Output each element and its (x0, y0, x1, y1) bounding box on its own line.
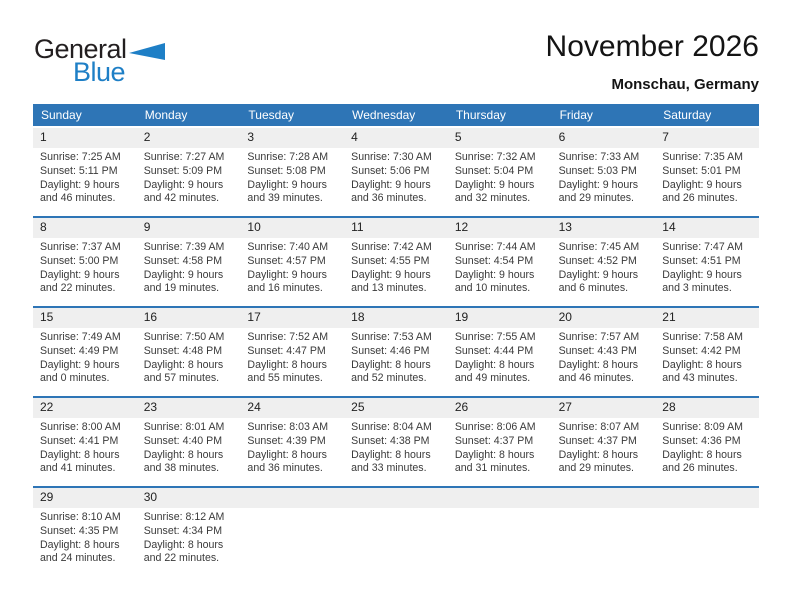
day-number: 28 (655, 398, 759, 418)
sunset-text: Sunset: 4:48 PM (143, 344, 223, 357)
day-details (655, 328, 759, 386)
day-number: 17 (240, 308, 344, 328)
day-cell-23 (137, 398, 241, 486)
daylight-text: Daylight: 8 hours and 36 minutes. (247, 448, 327, 475)
daylight-text: Daylight: 8 hours and 49 minutes. (454, 358, 535, 385)
day-number (552, 488, 656, 508)
sunrise-text: Sunrise: 7:52 AM (247, 331, 329, 343)
daylight-text: Daylight: 9 hours and 22 minutes. (40, 268, 120, 295)
sunset-text: Sunset: 5:06 PM (351, 164, 430, 177)
sunrise-text: Sunrise: 7:39 AM (143, 241, 225, 253)
day-cell-20 (552, 308, 656, 396)
weekday-header-thursday: Thursday (455, 108, 506, 122)
day-number: 15 (33, 308, 137, 328)
sunset-text: Sunset: 4:47 PM (247, 344, 326, 357)
day-cell-19 (448, 308, 552, 396)
sunset-text: Sunset: 5:04 PM (454, 164, 534, 177)
sunset-text: Sunset: 4:51 PM (662, 254, 741, 267)
weekday-header-saturday: Saturday (663, 108, 712, 122)
day-cell-18 (344, 308, 448, 396)
daylight-text: Daylight: 9 hours and 39 minutes. (247, 178, 327, 205)
daylight-text: Daylight: 9 hours and 10 minutes. (454, 268, 535, 295)
sunset-text: Sunset: 4:34 PM (143, 524, 223, 537)
daylight-text: Daylight: 9 hours and 46 minutes. (40, 178, 120, 205)
sunset-text: Sunset: 4:35 PM (40, 524, 119, 537)
sunset-text: Sunset: 5:11 PM (40, 164, 118, 177)
sunrise-text: Sunrise: 7:42 AM (351, 241, 432, 253)
day-number: 14 (655, 218, 759, 238)
daylight-text: Daylight: 8 hours and 26 minutes. (662, 448, 742, 475)
sunrise-text: Sunrise: 8:01 AM (143, 421, 225, 433)
sunset-text: Sunset: 4:39 PM (247, 434, 326, 447)
day-details (137, 328, 241, 386)
day-number (448, 488, 552, 508)
day-details (33, 418, 137, 476)
day-cell-26 (448, 398, 552, 486)
sunrise-text: Sunrise: 7:30 AM (351, 151, 432, 163)
day-details (137, 148, 241, 206)
day-number: 13 (552, 218, 656, 238)
day-cell-27 (552, 398, 656, 486)
daylight-text: Daylight: 8 hours and 55 minutes. (247, 358, 327, 385)
sunset-text: Sunset: 4:58 PM (143, 254, 223, 267)
calendar-title: November 2026 (545, 30, 759, 63)
daylight-text: Daylight: 8 hours and 22 minutes. (143, 538, 224, 565)
week-row-1 (33, 128, 759, 216)
day-number: 7 (655, 128, 759, 148)
day-cell-8 (33, 218, 137, 306)
daylight-text: Daylight: 9 hours and 36 minutes. (351, 178, 431, 205)
day-details (344, 418, 448, 476)
sunrise-text: Sunrise: 7:57 AM (558, 331, 640, 343)
day-details (344, 328, 448, 386)
day-number (655, 488, 759, 508)
daylight-text: Daylight: 9 hours and 32 minutes. (454, 178, 535, 205)
day-details (240, 328, 344, 386)
weekday-header-row (33, 104, 759, 126)
sunset-text: Sunset: 4:54 PM (454, 254, 534, 267)
day-number: 27 (552, 398, 656, 418)
day-details (552, 148, 656, 206)
day-details (448, 328, 552, 386)
day-details (137, 508, 241, 566)
day-cell-6 (552, 128, 656, 216)
day-details (33, 508, 137, 566)
sunrise-text: Sunrise: 7:32 AM (454, 151, 536, 163)
day-cell-16 (137, 308, 241, 396)
day-cell-28 (655, 398, 759, 486)
daylight-text: Daylight: 8 hours and 43 minutes. (662, 358, 742, 385)
sunrise-text: Sunrise: 7:55 AM (454, 331, 536, 343)
sunrise-text: Sunrise: 7:50 AM (143, 331, 225, 343)
day-details (137, 238, 241, 296)
weekday-header-friday: Friday (559, 108, 593, 122)
logo-text-general: General (34, 34, 127, 64)
day-number: 12 (448, 218, 552, 238)
day-details (552, 418, 656, 476)
day-details (344, 148, 448, 206)
day-number: 30 (137, 488, 241, 508)
daylight-text: Daylight: 8 hours and 46 minutes. (558, 358, 639, 385)
calendar-weeks (33, 128, 759, 576)
empty-day-cell (344, 488, 448, 576)
day-number: 10 (240, 218, 344, 238)
daylight-text: Daylight: 9 hours and 13 minutes. (351, 268, 431, 295)
daylight-text: Daylight: 8 hours and 29 minutes. (558, 448, 639, 475)
day-cell-17 (240, 308, 344, 396)
day-number: 6 (552, 128, 656, 148)
day-cell-12 (448, 218, 552, 306)
day-cell-5 (448, 128, 552, 216)
day-cell-7 (655, 128, 759, 216)
sunset-text: Sunset: 4:46 PM (351, 344, 430, 357)
weekday-header-tuesday: Tuesday (248, 108, 295, 122)
day-cell-29 (33, 488, 137, 576)
day-number: 11 (344, 218, 448, 238)
day-details (137, 418, 241, 476)
daylight-text: Daylight: 9 hours and 6 minutes. (558, 268, 639, 295)
daylight-text: Daylight: 9 hours and 3 minutes. (662, 268, 742, 295)
week-row-2 (33, 216, 759, 306)
week-row-3 (33, 306, 759, 396)
day-number: 22 (33, 398, 137, 418)
day-cell-9 (137, 218, 241, 306)
day-cell-22 (33, 398, 137, 486)
daylight-text: Daylight: 8 hours and 33 minutes. (351, 448, 431, 475)
sunset-text: Sunset: 4:37 PM (558, 434, 637, 447)
empty-day-cell (448, 488, 552, 576)
day-cell-1 (33, 128, 137, 216)
day-number: 26 (448, 398, 552, 418)
sunset-text: Sunset: 4:55 PM (351, 254, 430, 267)
day-cell-2 (137, 128, 241, 216)
day-number: 21 (655, 308, 759, 328)
daylight-text: Daylight: 8 hours and 52 minutes. (351, 358, 431, 385)
daylight-text: Daylight: 9 hours and 16 minutes. (247, 268, 327, 295)
day-details (240, 148, 344, 206)
day-number: 1 (33, 128, 137, 148)
sunrise-text: Sunrise: 8:06 AM (454, 421, 536, 433)
sunrise-text: Sunrise: 8:12 AM (143, 511, 225, 523)
day-number: 23 (137, 398, 241, 418)
sunset-text: Sunset: 4:41 PM (40, 434, 119, 447)
sunrise-text: Sunrise: 8:00 AM (40, 421, 121, 433)
sunset-text: Sunset: 4:42 PM (662, 344, 741, 357)
daylight-text: Daylight: 9 hours and 29 minutes. (558, 178, 639, 205)
calendar-location: Monschau, Germany (611, 76, 759, 93)
day-details (552, 238, 656, 296)
day-number (344, 488, 448, 508)
day-details (33, 238, 137, 296)
sunset-text: Sunset: 5:01 PM (662, 164, 741, 177)
empty-day-cell (240, 488, 344, 576)
sunrise-text: Sunrise: 8:07 AM (558, 421, 640, 433)
sunrise-text: Sunrise: 8:04 AM (351, 421, 432, 433)
sunset-text: Sunset: 4:36 PM (662, 434, 741, 447)
sunset-text: Sunset: 5:09 PM (143, 164, 223, 177)
day-number: 2 (137, 128, 241, 148)
sunrise-text: Sunrise: 7:28 AM (247, 151, 329, 163)
day-cell-25 (344, 398, 448, 486)
header-titles (546, 30, 759, 93)
daylight-text: Daylight: 8 hours and 38 minutes. (143, 448, 224, 475)
daylight-text: Daylight: 9 hours and 26 minutes. (662, 178, 742, 205)
day-cell-30 (137, 488, 241, 576)
day-cell-24 (240, 398, 344, 486)
day-details (552, 328, 656, 386)
weekday-header-monday: Monday (144, 108, 188, 122)
day-number: 5 (448, 128, 552, 148)
day-number: 29 (33, 488, 137, 508)
sunrise-text: Sunrise: 8:03 AM (247, 421, 329, 433)
day-cell-13 (552, 218, 656, 306)
day-number: 4 (344, 128, 448, 148)
logo-triangle-icon (129, 43, 165, 60)
daylight-text: Daylight: 8 hours and 24 minutes. (40, 538, 120, 565)
sunrise-text: Sunrise: 7:35 AM (662, 151, 743, 163)
day-details (655, 148, 759, 206)
sunset-text: Sunset: 4:37 PM (454, 434, 534, 447)
sunset-text: Sunset: 4:40 PM (143, 434, 223, 447)
daylight-text: Daylight: 9 hours and 42 minutes. (143, 178, 224, 205)
day-details (448, 418, 552, 476)
day-details (655, 418, 759, 476)
empty-day-cell (552, 488, 656, 576)
calendar-table (33, 104, 759, 576)
day-number: 8 (33, 218, 137, 238)
sunset-text: Sunset: 4:43 PM (558, 344, 637, 357)
sunrise-text: Sunrise: 7:44 AM (454, 241, 536, 253)
sunrise-text: Sunrise: 7:27 AM (143, 151, 225, 163)
sunrise-text: Sunrise: 7:53 AM (351, 331, 432, 343)
general-blue-logo (34, 36, 165, 86)
day-number: 19 (448, 308, 552, 328)
logo-text-blue: Blue (73, 57, 126, 87)
day-details (344, 238, 448, 296)
sunrise-text: Sunrise: 7:33 AM (558, 151, 640, 163)
day-number: 9 (137, 218, 241, 238)
sunset-text: Sunset: 4:44 PM (454, 344, 534, 357)
sunrise-text: Sunrise: 7:37 AM (40, 241, 121, 253)
day-details (655, 238, 759, 296)
day-number: 20 (552, 308, 656, 328)
sunrise-text: Sunrise: 7:40 AM (247, 241, 329, 253)
week-row-5 (33, 486, 759, 576)
daylight-text: Daylight: 9 hours and 19 minutes. (143, 268, 224, 295)
sunrise-text: Sunrise: 8:09 AM (662, 421, 743, 433)
day-number: 18 (344, 308, 448, 328)
day-number (240, 488, 344, 508)
sunrise-text: Sunrise: 7:49 AM (40, 331, 121, 343)
weekday-header-wednesday: Wednesday (352, 108, 416, 122)
sunset-text: Sunset: 4:57 PM (247, 254, 326, 267)
day-details (33, 328, 137, 386)
sunset-text: Sunset: 5:00 PM (40, 254, 119, 267)
daylight-text: Daylight: 8 hours and 57 minutes. (143, 358, 224, 385)
week-row-4 (33, 396, 759, 486)
day-details (448, 148, 552, 206)
sunset-text: Sunset: 5:03 PM (558, 164, 637, 177)
day-details (448, 238, 552, 296)
day-cell-3 (240, 128, 344, 216)
sunrise-text: Sunrise: 7:58 AM (662, 331, 743, 343)
sunset-text: Sunset: 4:52 PM (558, 254, 637, 267)
day-details (33, 148, 137, 206)
day-details (240, 238, 344, 296)
day-number: 3 (240, 128, 344, 148)
day-cell-10 (240, 218, 344, 306)
day-cell-4 (344, 128, 448, 216)
empty-day-cell (655, 488, 759, 576)
sunset-text: Sunset: 4:49 PM (40, 344, 119, 357)
daylight-text: Daylight: 9 hours and 0 minutes. (40, 358, 120, 385)
sunrise-text: Sunrise: 7:47 AM (662, 241, 743, 253)
sunset-text: Sunset: 5:08 PM (247, 164, 326, 177)
day-number: 25 (344, 398, 448, 418)
day-number: 16 (137, 308, 241, 328)
day-details (240, 418, 344, 476)
day-number: 24 (240, 398, 344, 418)
day-cell-14 (655, 218, 759, 306)
weekday-header-sunday: Sunday (41, 108, 82, 122)
sunrise-text: Sunrise: 7:45 AM (558, 241, 640, 253)
day-cell-21 (655, 308, 759, 396)
daylight-text: Daylight: 8 hours and 31 minutes. (454, 448, 535, 475)
sunset-text: Sunset: 4:38 PM (351, 434, 430, 447)
sunrise-text: Sunrise: 7:25 AM (40, 151, 121, 163)
day-cell-11 (344, 218, 448, 306)
sunrise-text: Sunrise: 8:10 AM (40, 511, 121, 523)
day-cell-15 (33, 308, 137, 396)
daylight-text: Daylight: 8 hours and 41 minutes. (40, 448, 120, 475)
